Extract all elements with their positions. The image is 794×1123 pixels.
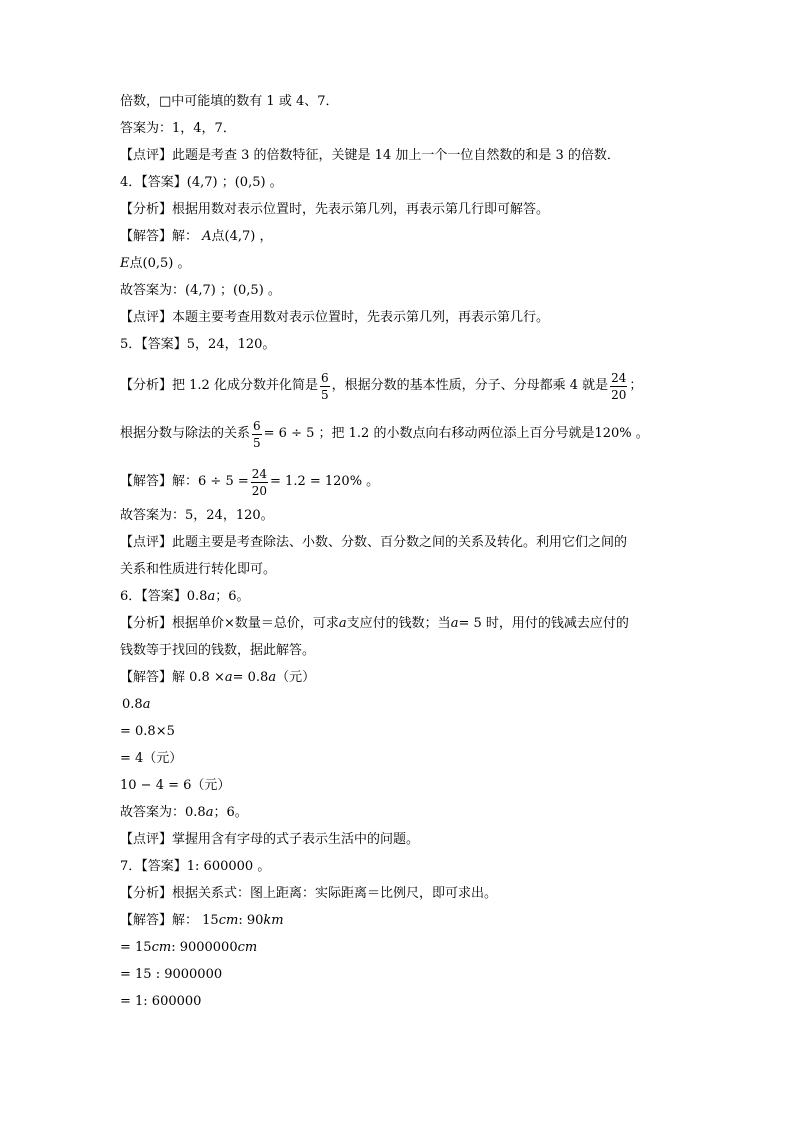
text-run: 故答案为：(4,7) ；(0,5) 。 <box>120 283 281 298</box>
text-run: 根据分数与除法的关系 <box>120 426 251 441</box>
text-line <box>120 749 680 776</box>
text-line <box>120 458 680 506</box>
text-run: 【解答】解： <box>120 474 199 489</box>
text-run: 倍数，□中可能填的数有 1 或 4、7． <box>120 94 339 109</box>
math-variable: E <box>120 256 130 271</box>
text-run: 【分析】根据用数对表示位置时，先表示第几列，再表示第几行即可解答。 <box>120 202 550 217</box>
text-line <box>120 641 680 668</box>
text-run: = 1.2 = 120% 。 <box>270 474 380 489</box>
text-line <box>120 668 680 695</box>
solution-text <box>120 92 680 1019</box>
text-line <box>120 911 680 938</box>
text-run: （元） <box>276 670 316 685</box>
text-line <box>120 308 680 335</box>
math-variable: a <box>207 589 216 604</box>
text-run: : 90 <box>238 913 264 928</box>
fraction-denominator: 5 <box>253 435 261 450</box>
text-run: 【分析】根据关系式：图上距离：实际距离＝比例尺，即可求出。 <box>120 886 498 901</box>
fraction-numerator: 24 <box>611 370 627 385</box>
text-run: 支应付的钱数；当 <box>346 616 451 631</box>
text-run: = 0.8 <box>232 670 269 685</box>
math-unit: cm <box>151 940 172 955</box>
fraction <box>251 467 268 498</box>
text-line <box>120 335 680 362</box>
text-run: 0.8 <box>122 697 143 712</box>
text-line <box>120 614 680 641</box>
text-line <box>120 362 680 410</box>
text-run: 【点评】此题是考查 3 的倍数特征，关键是 14 加上一个一位自然数的和是 3 的倍数． <box>120 148 620 163</box>
text-run: 答案为：1，4，7． <box>120 121 236 136</box>
text-line <box>120 119 680 146</box>
text-run: 故答案为：5，24，120。 <box>120 508 274 523</box>
text-run: = 1: 600000 <box>120 994 202 1009</box>
fraction-denominator: 5 <box>320 387 329 402</box>
text-run: 【点评】掌握用含有字母的式子表示生活中的问题。 <box>120 832 420 847</box>
text-run: 关系和性质进行转化即可。 <box>120 562 277 577</box>
math-unit: cm <box>218 913 239 928</box>
text-line <box>120 200 680 227</box>
text-line <box>120 857 680 884</box>
math-variable: a <box>268 670 277 685</box>
fraction <box>252 419 262 450</box>
text-line <box>120 992 680 1019</box>
text-line <box>120 533 680 560</box>
math-variable: A <box>202 229 212 244</box>
text-run: = 15 : 9000000 <box>120 967 223 982</box>
text-line <box>120 938 680 965</box>
text-run: = 5 时，用付的钱减去应付的 <box>458 616 629 631</box>
math-variable: a <box>450 616 459 631</box>
text-run: = 6 ÷ 5 ；把 1.2 的小数点向右移动两位添上百分号就是120% 。 <box>263 426 649 441</box>
fraction <box>320 371 330 402</box>
text-line <box>120 803 680 830</box>
text-line <box>120 254 680 281</box>
math-variable: a <box>205 805 214 820</box>
fraction-numerator: 6 <box>253 418 261 433</box>
text-line <box>120 506 680 533</box>
text-line <box>120 227 680 254</box>
math-unit: cm <box>237 940 258 955</box>
text-line <box>120 92 680 119</box>
text-run: 【分析】根据单价×数量＝总价，可求 <box>120 616 339 631</box>
text-run: 4．【答案】(4,7) ；(0,5) 。 <box>120 175 283 190</box>
text-line <box>120 722 680 749</box>
text-run: 7．【答案】1: 600000 。 <box>120 859 271 874</box>
text-run: 点(0,5) 。 <box>129 256 191 271</box>
fraction-numerator: 24 <box>251 466 268 481</box>
math-variable: a <box>142 697 151 712</box>
text-line <box>120 173 680 200</box>
text-run: : 9000000 <box>171 940 238 955</box>
text-run: ，根据分数的基本性质，分子、分母都乘 4 就是 <box>331 378 609 393</box>
text-run: = 0.8×5 <box>120 724 175 739</box>
fraction-denominator: 20 <box>611 387 627 402</box>
text-run: ；6。 <box>213 805 248 820</box>
text-run: 【解答】解 0.8 × <box>120 670 225 685</box>
text-run: = 4（元） <box>120 751 183 766</box>
fraction <box>610 371 627 402</box>
text-line <box>120 695 680 722</box>
text-run: 【解答】解： <box>120 229 199 244</box>
text-line <box>120 146 680 173</box>
text-line <box>120 560 680 587</box>
text-line <box>120 830 680 857</box>
fraction-numerator: 6 <box>320 370 329 385</box>
text-run: 【点评】本题主要考查用数对表示位置时，先表示第几列，再表示第几行。 <box>120 310 550 325</box>
text-run: ；6。 <box>215 589 250 604</box>
text-run: 5．【答案】5，24，120。 <box>120 337 276 352</box>
math-variable: a <box>338 616 347 631</box>
text-line <box>120 776 680 803</box>
text-run: 【点评】此题主要是考查除法、小数、分数、百分数之间的关系及转化。利用它们之间的 <box>120 535 628 550</box>
text-run: ； <box>629 378 643 393</box>
text-line <box>120 410 680 458</box>
text-run: = 15 <box>120 940 152 955</box>
text-line <box>120 965 680 992</box>
text-line <box>120 587 680 614</box>
text-line <box>120 884 680 911</box>
math-variable: a <box>224 670 233 685</box>
text-run: 6 ÷ 5 = <box>198 474 249 489</box>
text-run: 【分析】把 1.2 化成分数并化简是 <box>120 378 318 393</box>
fraction-denominator: 20 <box>251 483 268 498</box>
math-unit: km <box>263 913 284 928</box>
text-run: 15 <box>202 913 219 928</box>
text-run: 故答案为：0.8 <box>120 805 206 820</box>
text-run: 【解答】解： <box>120 913 199 928</box>
text-run: 点(4,7) ， <box>211 229 273 244</box>
text-run: 6．【答案】0.8 <box>120 589 208 604</box>
text-run: 钱数等于找回的钱数，据此解答。 <box>120 643 316 658</box>
text-run: 10 − 4 = 6（元） <box>120 778 231 793</box>
text-line <box>120 281 680 308</box>
